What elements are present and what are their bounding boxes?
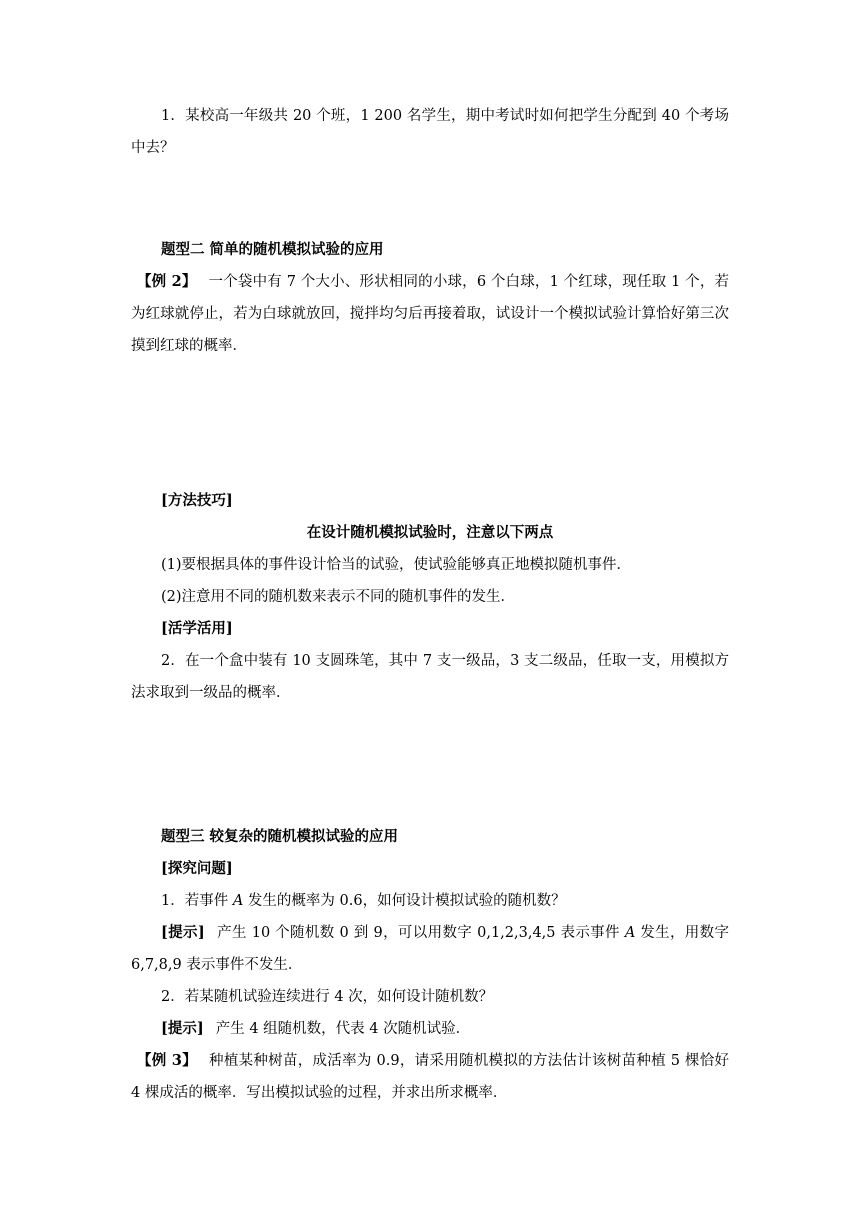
method-tips-point-1: (1)要根据具体的事件设计恰当的试验，使试验能够真正地模拟随机事件． <box>161 557 632 573</box>
method-tips-title: 在设计随机模拟试验时，注意以下两点 <box>306 524 554 541</box>
explore-question-2: 2．若某随机试验连续进行 4 次，如何设计随机数？ <box>161 989 494 1005</box>
question-1-text: 1．某校高一年级共 20 个班，1 200 名学生，期中考试时如何把学生分配到 40 个考场中去？ <box>131 108 729 156</box>
event-variable: A <box>232 893 244 909</box>
hint-2 <box>131 1013 729 1045</box>
hint-1: [提示] 产生 10 个随机数 0 到 9，可以用数字 0,1,2,3,4,5 表示事件 A 发生，用数字 6,7,8,9 表示事件不发生． <box>131 924 729 973</box>
section-2 <box>131 234 729 362</box>
section-2-heading: 题型二 简单的随机模拟试验的应用 <box>161 241 384 258</box>
section-3 <box>131 821 729 1109</box>
example-2 <box>131 266 729 362</box>
hint-1-label: [提示] <box>161 924 205 941</box>
question-1 <box>131 100 729 164</box>
explore-question-1: 1．若事件 A 发生的概率为 0.6，如何设计模拟试验的随机数？ <box>161 893 566 909</box>
example-3-text: 种植某种树苗，成活率为 0.9，请采用随机模拟的方法估计该树苗种植 5 棵恰好 4 棵成活的概率．写出模拟试验的过程，并求出所求概率． <box>131 1053 729 1101</box>
explore-label: [探究问题] <box>161 860 233 877</box>
section-3-heading: 题型三 较复杂的随机模拟试验的应用 <box>161 828 399 845</box>
example-3 <box>131 1045 729 1109</box>
method-tips-label: [方法技巧] <box>161 492 233 509</box>
example-3-label: 【例 3】 <box>137 1052 198 1069</box>
practice-label: [活学活用] <box>161 620 233 637</box>
method-tips <box>131 485 729 709</box>
example-2-label: 【例 2】 <box>137 273 197 290</box>
practice-question-2: 2．在一个盒中装有 10 支圆珠笔，其中 7 支一级品，3 支二级品，任取一支，用模拟方法求取到一级品的概率． <box>131 653 729 701</box>
example-2-text: 一个袋中有 7 个大小、形状相同的小球，6 个白球，1 个红球，现任取 1 个，若为红球就停止，若为白球就放回，搅拌均匀后再接着取，试设计一个模拟试验计算恰好第三次摸到红球的概率． <box>131 274 729 354</box>
event-variable: A <box>624 925 636 941</box>
method-tips-point-2: (2)注意用不同的随机数来表示不同的随机事件的发生． <box>161 589 516 605</box>
hint-2-label: [提示] <box>161 1020 204 1037</box>
hint-2-text: 产生 4 组随机数，代表 4 次随机试验． <box>215 1021 471 1037</box>
